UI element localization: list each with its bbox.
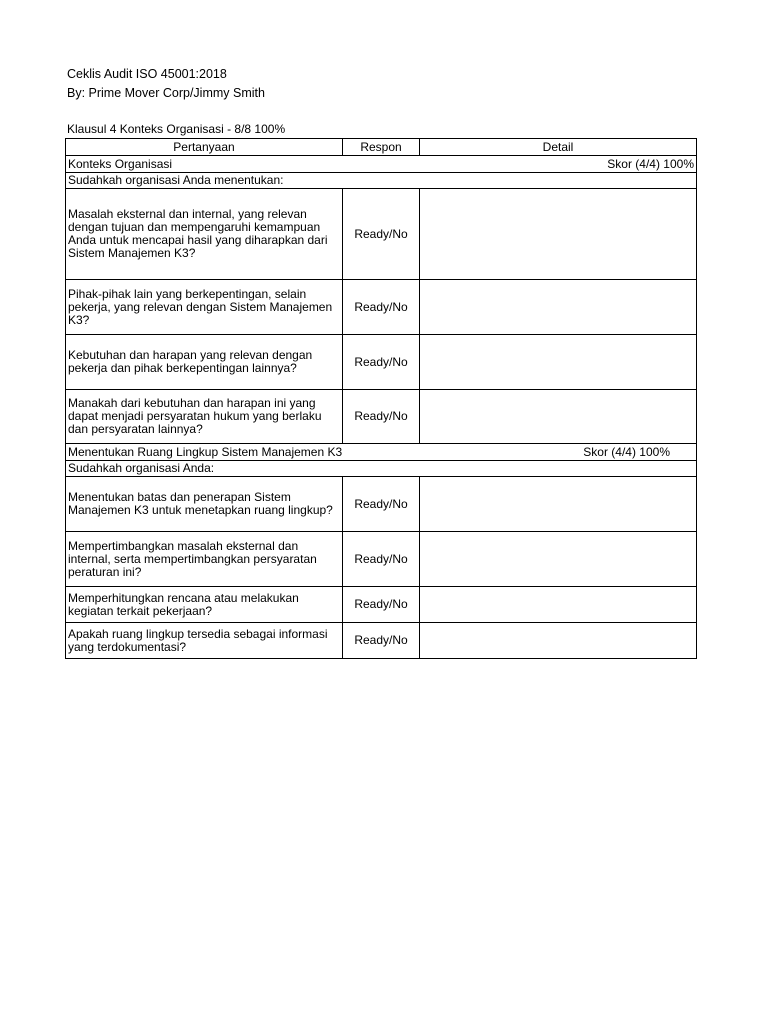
table-row xyxy=(66,532,697,587)
response-cell[interactable]: Ready/No xyxy=(343,390,420,444)
response-cell[interactable]: Ready/No xyxy=(343,587,420,623)
column-header-question: Pertanyaan xyxy=(66,139,343,156)
section-score: Skor (4/4) 100% xyxy=(583,444,670,459)
clause-heading: Klausul 4 Konteks Organisasi - 8/8 100% xyxy=(67,122,286,136)
column-header-detail: Detail xyxy=(420,139,697,156)
table-row xyxy=(66,390,697,444)
section-prompt-row xyxy=(66,461,697,477)
question-cell: Menentukan batas dan penerapan Sistem Manajemen K3 untuk menetapkan ruang lingkup? xyxy=(66,477,343,532)
response-cell[interactable]: Ready/No xyxy=(343,532,420,587)
section-prompt: Sudahkah organisasi Anda: xyxy=(66,461,697,477)
table-row xyxy=(66,335,697,390)
response-cell[interactable]: Ready/No xyxy=(343,189,420,280)
table-row xyxy=(66,587,697,623)
detail-cell[interactable] xyxy=(420,477,697,532)
document-title: Ceklis Audit ISO 45001:2018 xyxy=(67,67,227,81)
column-header-response: Respon xyxy=(343,139,420,156)
question-cell: Apakah ruang lingkup tersedia sebagai informasi yang terdokumentasi? xyxy=(66,623,343,659)
table-row xyxy=(66,280,697,335)
detail-cell[interactable] xyxy=(420,532,697,587)
section-cell xyxy=(66,444,697,461)
question-cell: Memperhitungkan rencana atau melakukan kegiatan terkait pekerjaan? xyxy=(66,587,343,623)
response-cell[interactable]: Ready/No xyxy=(343,280,420,335)
question-cell: Kebutuhan dan harapan yang relevan dengan pekerja dan pihak berkepentingan lainnya? xyxy=(66,335,343,390)
question-cell: Pihak-pihak lain yang berkepentingan, selain pekerja, yang relevan dengan Sistem Manajemen K3? xyxy=(66,280,343,335)
question-cell: Mempertimbangkan masalah eksternal dan internal, serta mempertimbangkan persyaratan peraturan ini? xyxy=(66,532,343,587)
audit-checklist-table xyxy=(65,138,697,659)
section-title: Menentukan Ruang Lingkup Sistem Manajemen K3 xyxy=(68,444,343,459)
response-cell[interactable]: Ready/No xyxy=(343,335,420,390)
section-cell xyxy=(66,156,697,173)
question-cell: Manakah dari kebutuhan dan harapan ini yang dapat menjadi persyaratan hukum yang berlaku dan persyaratan lainnya? xyxy=(66,390,343,444)
response-cell[interactable]: Ready/No xyxy=(343,623,420,659)
table-row xyxy=(66,623,697,659)
detail-cell[interactable] xyxy=(420,390,697,444)
section-prompt-row xyxy=(66,173,697,189)
detail-cell[interactable] xyxy=(420,335,697,390)
section-score: Skor (4/4) 100% xyxy=(607,156,694,171)
detail-cell[interactable] xyxy=(420,280,697,335)
detail-cell[interactable] xyxy=(420,189,697,280)
table-row xyxy=(66,477,697,532)
table-header-row xyxy=(66,139,697,156)
section-row-scope xyxy=(66,444,697,461)
response-cell[interactable]: Ready/No xyxy=(343,477,420,532)
section-row-context xyxy=(66,156,697,173)
section-title: Konteks Organisasi xyxy=(68,156,173,171)
question-cell: Masalah eksternal dan internal, yang relevan dengan tujuan dan mempengaruhi kemampuan Anda untuk mencapai hasil yang diharapkan dari Sistem Manajemen K3? xyxy=(66,189,343,280)
section-prompt: Sudahkah organisasi Anda menentukan: xyxy=(66,173,697,189)
document-author: By: Prime Mover Corp/Jimmy Smith xyxy=(67,86,265,100)
detail-cell[interactable] xyxy=(420,587,697,623)
detail-cell[interactable] xyxy=(420,623,697,659)
table-row xyxy=(66,189,697,280)
